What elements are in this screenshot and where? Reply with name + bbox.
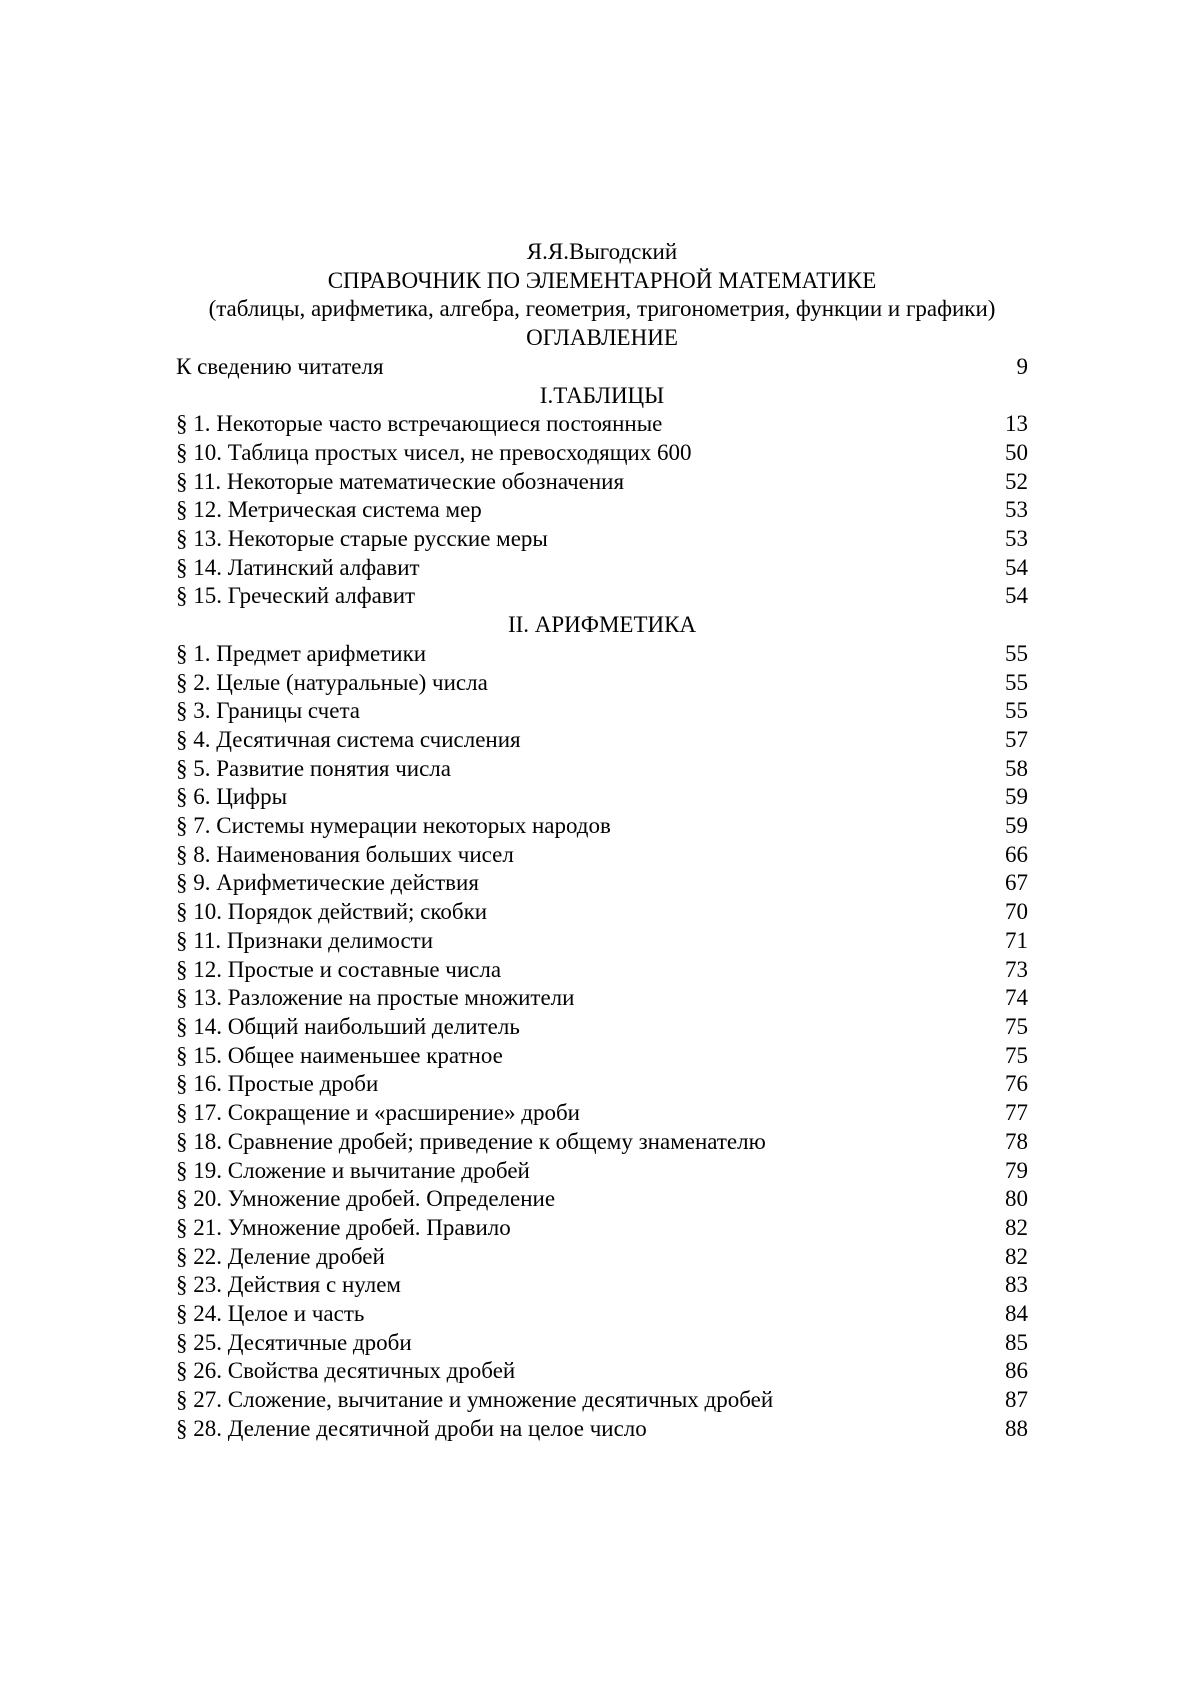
toc-entry-title: § 23. Действия с нулем xyxy=(176,1271,401,1300)
toc-entry-page: 67 xyxy=(988,869,1028,898)
toc-entry-page: 55 xyxy=(988,640,1028,669)
toc-entry xyxy=(176,1271,1028,1300)
toc-entry-title: § 13. Разложение на простые множители xyxy=(176,984,574,1013)
toc-entry-title: § 15. Греческий алфавит xyxy=(176,582,415,611)
toc-heading: ОГЛАВЛЕНИЕ xyxy=(176,324,1028,353)
toc-sections xyxy=(176,382,1028,1444)
toc-entry-intro xyxy=(176,353,1028,382)
toc-entry-page: 82 xyxy=(988,1214,1028,1243)
toc-entry-page: 71 xyxy=(988,927,1028,956)
book-subtitle: (таблицы, арифметика, алгебра, геометрия, тригонометрия, функции и графики) xyxy=(176,295,1028,324)
toc-entry xyxy=(176,898,1028,927)
toc-entry-page: 82 xyxy=(988,1243,1028,1272)
toc-entry xyxy=(176,1013,1028,1042)
toc-entry-title: § 1. Некоторые часто встречающиеся постоянные xyxy=(176,410,662,439)
toc-entry-title: § 16. Простые дроби xyxy=(176,1070,378,1099)
toc-entry-title: § 20. Умножение дробей. Определение xyxy=(176,1185,555,1214)
toc-entry-title: § 26. Свойства десятичных дробей xyxy=(176,1357,515,1386)
toc-entry-page: 58 xyxy=(988,755,1028,784)
toc-entry xyxy=(176,1243,1028,1272)
toc-entry-page: 55 xyxy=(988,697,1028,726)
toc-entry-title: § 24. Целое и часть xyxy=(176,1300,364,1329)
toc-entry-title: § 2. Целые (натуральные) числа xyxy=(176,669,488,698)
toc-entry-page: 75 xyxy=(988,1042,1028,1071)
toc-entry-title: § 25. Десятичные дроби xyxy=(176,1329,412,1358)
toc-entry-page: 13 xyxy=(988,410,1028,439)
toc-entry-page: 9 xyxy=(988,353,1028,382)
toc-entry-title: § 15. Общее наименьшее кратное xyxy=(176,1042,503,1071)
toc-entry xyxy=(176,755,1028,784)
toc-entry xyxy=(176,582,1028,611)
toc-entry-title: § 28. Деление десятичной дроби на целое число xyxy=(176,1415,647,1444)
toc-entry-title: § 8. Наименования больших чисел xyxy=(176,841,514,870)
toc-entry-title: § 18. Сравнение дробей; приведение к общему знаменателю xyxy=(176,1128,766,1157)
toc-entry xyxy=(176,1329,1028,1358)
toc-entry xyxy=(176,410,1028,439)
toc-entry-page: 53 xyxy=(988,525,1028,554)
toc-entry-page: 55 xyxy=(988,669,1028,698)
section-heading: II. АРИФМЕТИКА xyxy=(176,611,1028,640)
toc-entry xyxy=(176,1300,1028,1329)
toc-entry xyxy=(176,1357,1028,1386)
toc-entry xyxy=(176,956,1028,985)
toc-entry xyxy=(176,669,1028,698)
toc-entry-page: 85 xyxy=(988,1329,1028,1358)
toc-entry xyxy=(176,554,1028,583)
toc-entry-page: 77 xyxy=(988,1099,1028,1128)
toc-entry-page: 73 xyxy=(988,956,1028,985)
toc-entry-page: 87 xyxy=(988,1386,1028,1415)
toc-entry-title: § 11. Некоторые математические обозначения xyxy=(176,468,624,497)
toc-entry xyxy=(176,1099,1028,1128)
toc-entry-page: 74 xyxy=(988,984,1028,1013)
toc-entry xyxy=(176,640,1028,669)
toc-entry-title: § 27. Сложение, вычитание и умножение десятичных дробей xyxy=(176,1386,773,1415)
toc-entry xyxy=(176,783,1028,812)
toc-entry-title: § 14. Латинский алфавит xyxy=(176,554,420,583)
toc-entry-page: 78 xyxy=(988,1128,1028,1157)
book-title: СПРАВОЧНИК ПО ЭЛЕМЕНТАРНОЙ МАТЕМАТИКЕ xyxy=(176,267,1028,296)
toc-entry xyxy=(176,697,1028,726)
toc-entry-title: § 19. Сложение и вычитание дробей xyxy=(176,1157,530,1186)
toc-entry xyxy=(176,1157,1028,1186)
toc-entry xyxy=(176,927,1028,956)
toc-entry-page: 88 xyxy=(988,1415,1028,1444)
toc-entry-title: § 9. Арифметические действия xyxy=(176,869,479,898)
toc-entry xyxy=(176,496,1028,525)
toc-entry xyxy=(176,812,1028,841)
toc-entry-page: 52 xyxy=(988,468,1028,497)
document-page xyxy=(176,238,1028,1444)
toc-entry xyxy=(176,869,1028,898)
toc-entry-page: 80 xyxy=(988,1185,1028,1214)
toc-entry-title: § 10. Порядок действий; скобки xyxy=(176,898,487,927)
toc-entry-title: § 10. Таблица простых чисел, не превосходящих 600 xyxy=(176,439,692,468)
toc-entry-title: § 12. Простые и составные числа xyxy=(176,956,501,985)
toc-entry xyxy=(176,468,1028,497)
toc-entry xyxy=(176,1386,1028,1415)
toc-entry xyxy=(176,439,1028,468)
toc-entry xyxy=(176,726,1028,755)
toc-entry-title: § 4. Десятичная система счисления xyxy=(176,726,521,755)
toc-entry-page: 83 xyxy=(988,1271,1028,1300)
toc-entry-title: § 22. Деление дробей xyxy=(176,1243,385,1272)
toc-entry-page: 70 xyxy=(988,898,1028,927)
toc-entry-page: 86 xyxy=(988,1357,1028,1386)
toc-entry-title: К сведению читателя xyxy=(176,353,384,382)
toc-entry-title: § 6. Цифры xyxy=(176,783,287,812)
toc-entry-page: 53 xyxy=(988,496,1028,525)
toc-entry-page: 54 xyxy=(988,582,1028,611)
toc-entry-title: § 11. Признаки делимости xyxy=(176,927,433,956)
toc-entry xyxy=(176,1214,1028,1243)
toc-entry-page: 79 xyxy=(988,1157,1028,1186)
toc-entry xyxy=(176,1415,1028,1444)
toc-entry xyxy=(176,1042,1028,1071)
toc-entry-page: 66 xyxy=(988,841,1028,870)
author-name: Я.Я.Выгодский xyxy=(176,238,1028,267)
toc-entry-page: 54 xyxy=(988,554,1028,583)
toc-entry-title: § 1. Предмет арифметики xyxy=(176,640,426,669)
toc-entry xyxy=(176,1128,1028,1157)
toc-entry-title: § 17. Сокращение и «расширение» дроби xyxy=(176,1099,580,1128)
toc-entry-title: § 21. Умножение дробей. Правило xyxy=(176,1214,511,1243)
toc-entry xyxy=(176,984,1028,1013)
toc-entry-title: § 3. Границы счета xyxy=(176,697,360,726)
toc-entry-page: 57 xyxy=(988,726,1028,755)
toc-entry-page: 84 xyxy=(988,1300,1028,1329)
toc-entry-page: 59 xyxy=(988,783,1028,812)
toc-entry-page: 75 xyxy=(988,1013,1028,1042)
toc-entry xyxy=(176,1185,1028,1214)
toc-entry xyxy=(176,525,1028,554)
toc-entry-title: § 14. Общий наибольший делитель xyxy=(176,1013,520,1042)
section-heading: I.ТАБЛИЦЫ xyxy=(176,382,1028,411)
toc-entry-title: § 12. Метрическая система мер xyxy=(176,496,482,525)
toc-entry-page: 76 xyxy=(988,1070,1028,1099)
toc-entry-page: 50 xyxy=(988,439,1028,468)
toc-entry-title: § 5. Развитие понятия числа xyxy=(176,755,451,784)
toc-entry xyxy=(176,841,1028,870)
toc-entry-title: § 13. Некоторые старые русские меры xyxy=(176,525,548,554)
toc-entry-page: 59 xyxy=(988,812,1028,841)
toc-entry xyxy=(176,1070,1028,1099)
toc-entry-title: § 7. Системы нумерации некоторых народов xyxy=(176,812,611,841)
